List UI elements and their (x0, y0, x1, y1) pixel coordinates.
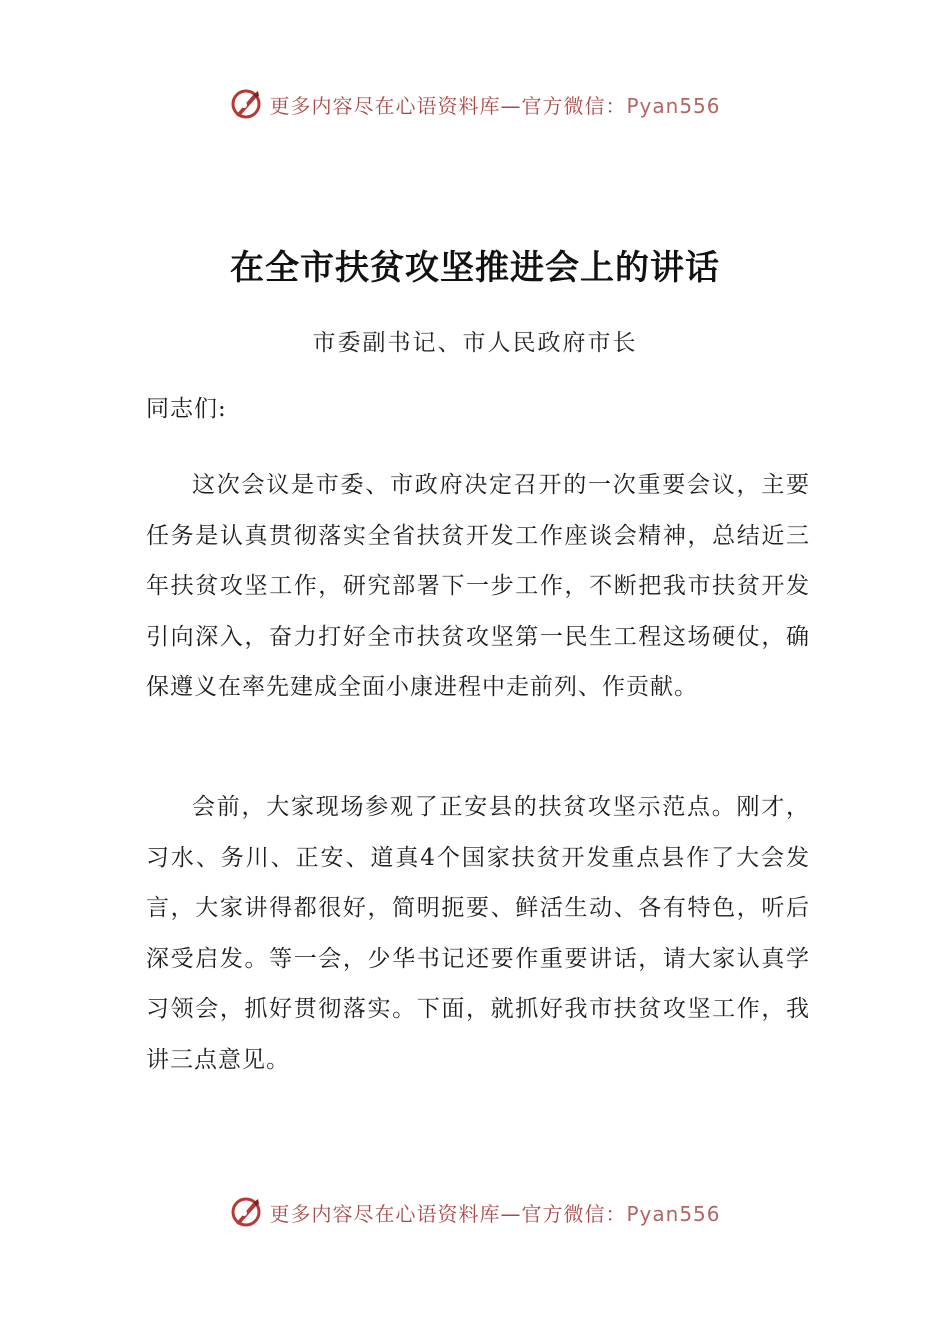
top-watermark-banner (0, 84, 950, 124)
watermark-text: 更多内容尽在心语资料库—官方微信：Pyan556 (269, 1201, 721, 1226)
pen-logo-icon (229, 87, 263, 121)
pen-logo-icon (229, 1195, 263, 1229)
document-title: 在全市扶贫攻坚推进会上的讲话 (230, 248, 720, 288)
paragraph-block (146, 460, 810, 713)
wechat-id: Pyan556 (626, 1201, 721, 1226)
paragraph: 会前，大家现场参观了正安县的扶贫攻坚示范点。刚才，习水、务川、正安、道真4个国家扶贫开发重点县作了大会发言，大家讲得都很好，简明扼要、鲜活生动、各有特色，听后深受启发。等一会，少华书记还要作重要讲话，请大家认真学习领会，抓好贯彻落实。下面，就抓好我市扶贫攻坚工作，我讲三点意见。 (146, 794, 810, 1073)
bottom-watermark-banner (0, 1192, 950, 1232)
watermark-text: 更多内容尽在心语资料库—官方微信：Pyan556 (269, 93, 721, 118)
speaker-line: 市委副书记、市人民政府市长 (312, 330, 638, 356)
paragraph: 这次会议是市委、市政府决定召开的一次重要会议，主要任务是认真贯彻落实全省扶贫开发工作座谈会精神，总结近三年扶贫攻坚工作，研究部署下一步工作，不断把我市扶贫开发引向深入，奋力打好全市扶贫攻坚第一民生工程这场硬仗，确保遵义在率先建成全面小康进程中走前列、作贡献。 (146, 472, 810, 700)
salutation: 同志们: (146, 396, 227, 422)
wechat-id: Pyan556 (626, 93, 721, 118)
paragraph-block (146, 782, 810, 1085)
